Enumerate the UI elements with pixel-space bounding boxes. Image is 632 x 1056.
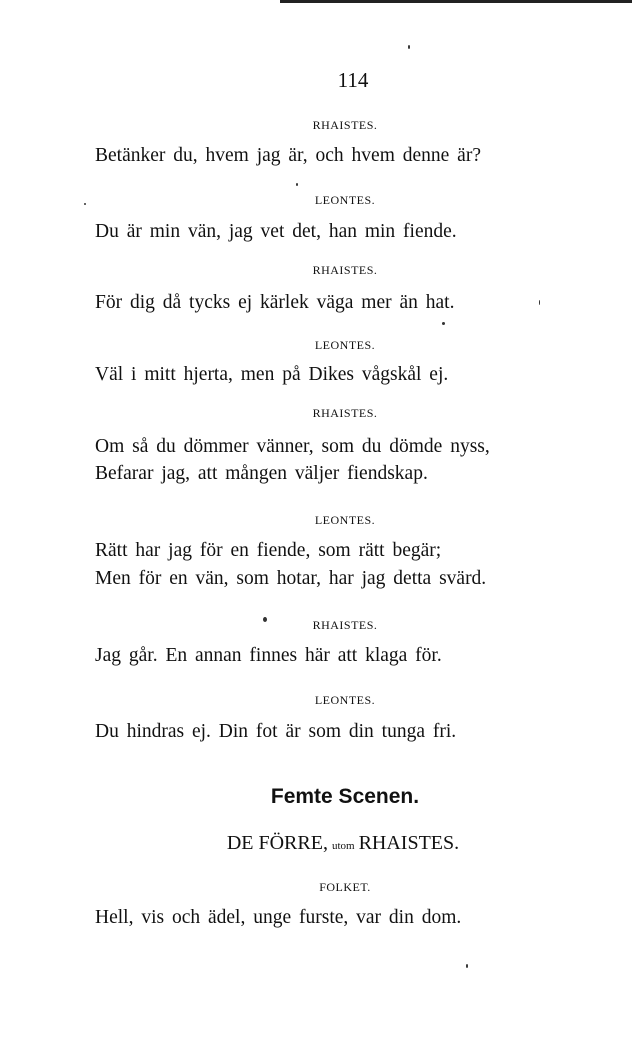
print-speck [442,322,445,325]
print-speck [408,45,410,49]
print-speck [296,183,298,186]
verse-line: Om så du dömmer vänner, som du dömde nyss, [95,436,490,457]
speaker-label: RHAISTES. [312,263,378,277]
speaker-label: RHAISTES. [312,118,378,132]
print-speck [539,300,540,305]
verse-line: Hell, vis och ädel, unge furste, var din dom. [95,907,462,928]
stage-direction-excluded: RHAISTES. [358,832,460,854]
verse-line: Men för en vän, som hotar, har jag detta svärd. [95,568,487,589]
print-speck [263,617,267,622]
speaker-label: FOLKET. [319,880,371,894]
print-speck [466,964,468,968]
stage-direction [0,832,632,855]
verse-line: För dig då tycks ej kärlek väga mer än hat. [95,292,455,313]
verse-line: Du är min vän, jag vet det, han min fiende. [95,221,457,242]
scene-title: Femte Scenen. [270,785,420,808]
speaker-label: LEONTES. [314,513,376,527]
verse-line: Betänker du, hvem jag är, och hvem denne är? [95,145,481,166]
speaker-label: LEONTES. [314,338,376,352]
speaker-label: RHAISTES. [312,406,378,420]
page-number: 114 [337,68,369,92]
top-rule [280,0,632,3]
speaker-label: LEONTES. [314,693,376,707]
verse-line: Du hindras ej. Din fot är som din tunga fri. [95,721,457,742]
stage-direction-except: utom [331,840,355,852]
speaker-label: RHAISTES. [312,618,378,632]
verse-line: Jag går. En annan finnes här att klaga för. [95,645,442,666]
print-speck [84,203,86,205]
verse-line: Befarar jag, att mången väljer fiendskap. [95,463,428,484]
verse-line: Väl i mitt hjerta, men på Dikes vågskål ej. [95,364,449,385]
speaker-label: LEONTES. [314,193,376,207]
stage-direction-characters: DE FÖRRE, [226,832,328,854]
verse-line: Rätt har jag för en fiende, som rätt begär; [95,540,442,561]
